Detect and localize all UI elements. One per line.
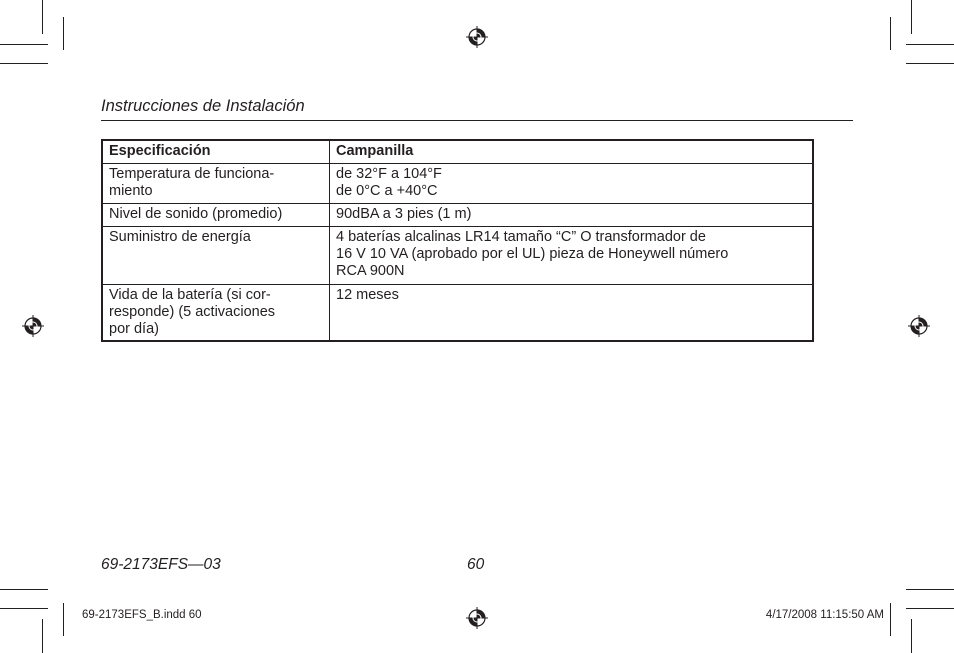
spec-cell: Nivel de sonido (promedio)	[102, 204, 330, 227]
table-row	[102, 204, 813, 227]
crop-mark	[911, 619, 912, 653]
spec-cell: Temperatura de funciona- miento	[102, 164, 330, 204]
crop-mark	[63, 17, 64, 50]
table-row	[102, 285, 813, 342]
value-cell: de 32°F a 104°F de 0°C a +40°C	[330, 164, 814, 204]
crop-mark	[0, 608, 48, 609]
value-cell: 12 meses	[330, 285, 814, 342]
crop-mark	[890, 603, 891, 636]
document-number: 69-2173EFS—03	[101, 556, 221, 573]
value-cell: 4 baterías alcalinas LR14 tamaño “C” O transformador de 16 V 10 VA (aprobado por el UL) pieza de Honeywell número RCA 900N	[330, 227, 814, 285]
value-cell: 90dBA a 3 pies (1 m)	[330, 204, 814, 227]
crop-mark	[0, 63, 48, 64]
spec-table	[101, 139, 814, 342]
running-header: Instrucciones de Instalación	[101, 97, 305, 115]
registration-mark-icon	[466, 26, 488, 48]
crop-mark	[906, 44, 954, 45]
crop-mark	[906, 63, 954, 64]
table-row	[102, 227, 813, 285]
slug-timestamp: 4/17/2008 11:15:50 AM	[765, 609, 884, 621]
table-row	[102, 164, 813, 204]
registration-mark-icon	[908, 315, 930, 337]
crop-mark	[906, 608, 954, 609]
spec-cell: Suministro de energía	[102, 227, 330, 285]
crop-mark	[42, 0, 43, 34]
crop-mark	[63, 603, 64, 636]
column-header-value: Campanilla	[330, 140, 814, 164]
crop-mark	[0, 44, 48, 45]
slug-filename: 69-2173EFS_B.indd 60	[82, 609, 202, 621]
page-number: 60	[467, 556, 485, 573]
table-header-row	[102, 140, 813, 164]
registration-mark-icon	[466, 607, 488, 629]
header-rule	[101, 120, 853, 121]
registration-mark-icon	[22, 315, 44, 337]
crop-mark	[0, 589, 48, 590]
spec-cell: Vida de la batería (si cor- responde) (5 activaciones por día)	[102, 285, 330, 342]
crop-mark	[911, 0, 912, 34]
crop-mark	[906, 589, 954, 590]
crop-mark	[42, 619, 43, 653]
crop-mark	[890, 17, 891, 50]
column-header-spec: Especificación	[102, 140, 330, 164]
